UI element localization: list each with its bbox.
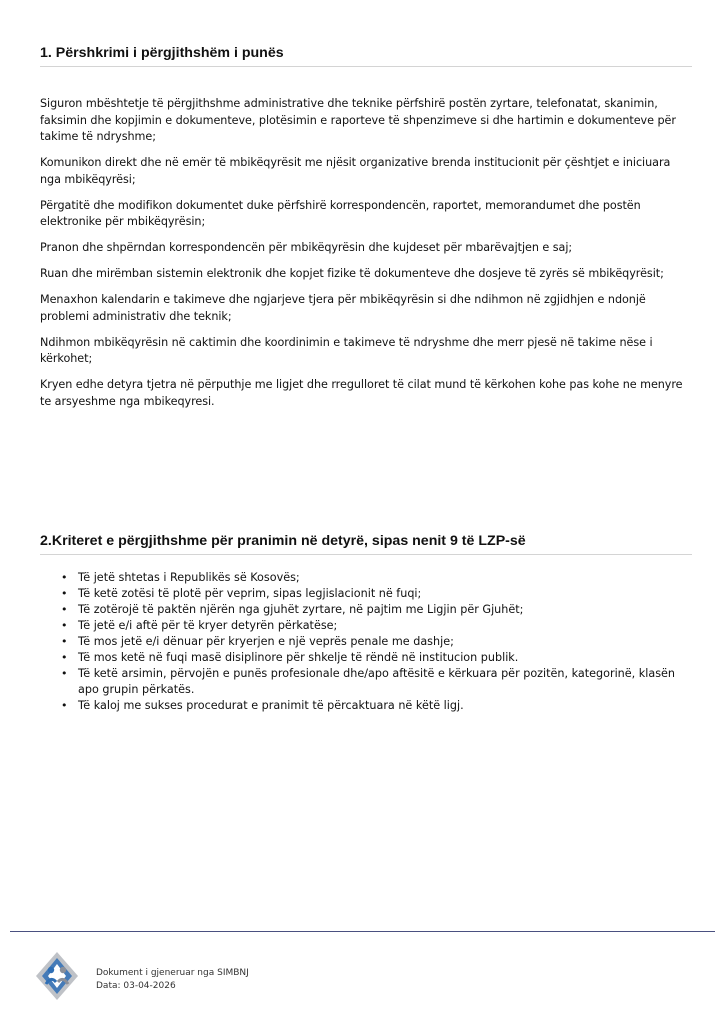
footer-text [96, 967, 249, 992]
footer-divider [10, 931, 715, 932]
footer-generated-by: Dokument i gjeneruar nga SIMBNJ [96, 968, 249, 978]
section-title-job-description: 1. Përshkrimi i përgjithshëm i punës [40, 45, 284, 61]
section-job-description [40, 45, 690, 420]
simbnj-logo-icon [34, 950, 80, 1002]
criteria-list-item: • Të kaloj me sukses procedurat e pranimit të përcaktuara në këtë ligj. [40, 698, 690, 714]
job-description-paragraph: Komunikon direkt dhe në emër të mbikëqyrësit me njësit organizative brenda institucionit për çështjet e iniciuara nga mbikëqyrësi; [40, 156, 671, 186]
criteria-list-item: • Të mos jetë e/i dënuar për kryerjen e një veprës penale me dashje; [40, 634, 690, 650]
criteria-list [40, 570, 690, 714]
footer-date: Data: 03-04-2026 [96, 980, 176, 991]
job-description-paragraph: Pranon dhe shpërndan korrespondencën për mbikëqyrësin dhe kujdeset për mbarëvajtjen e saj; [40, 241, 573, 254]
footer [34, 950, 334, 1006]
criteria-list-item: • Të mos ketë në fuqi masë disiplinore për shkelje të rëndë në institucion publik. [40, 650, 690, 666]
job-description-paragraphs [40, 96, 690, 410]
criteria-list-item: • Të ketë zotësi të plotë për veprim, sipas legjislacionit në fuqi; [40, 586, 690, 602]
section-criteria [40, 533, 690, 714]
criteria-list-item: • Të ketë arsimin, përvojën e punës profesionale dhe/apo aftësitë e kërkuara për pozitën, kategorinë, klasën apo grupin përkatës. [40, 666, 690, 698]
criteria-list-item: • Të jetë shtetas i Republikës së Kosovës; [40, 570, 690, 586]
job-description-paragraph: Siguron mbështetje të përgjithshme administrative dhe teknike përfshirë postën zyrtare, telefonatat, skanimin, faksimin dhe kopjimin e dokumenteve, plotësimin e raporteve të shpenzimeve si dhe hartimin e dokumenteve për takime të ndryshme; [40, 97, 676, 143]
job-description-paragraph: Përgatitë dhe modifikon dokumentet duke përfshirë korrespondencën, raportet, memorandumet dhe postën elektronike për mbikëqyrësin; [40, 198, 641, 228]
job-description-paragraph: Menaxhon kalendarin e takimeve dhe ngjarjeve tjera për mbikëqyrësin si dhe ndihmon në zgjidhjen e ndonjë problemi administrativ dhe teknik; [40, 293, 646, 323]
job-description-paragraph: Ruan dhe mirëmban sistemin elektronik dhe kopjet fizike të dokumenteve dhe dosjeve të zyrës së mbikëqyrësit; [40, 267, 664, 280]
job-description-paragraph: Ndihmon mbikëqyrësin në caktimin dhe koordinimin e takimeve të ndryshme dhe merr pjesë në takime nëse i kërkohet; [40, 335, 653, 365]
criteria-list-item: • Të jetë e/i aftë për të kryer detyrën përkatëse; [40, 618, 690, 634]
job-description-paragraph: Kryen edhe detyra tjetra në përputhje me ligjet dhe rregulloret të cilat mund të kërkohen kohe pas kohe ne menyre te arsyeshme nga mbikeqyresi. [40, 378, 683, 408]
criteria-list-item: • Të zotërojë të paktën njërën nga gjuhët zyrtare, në pajtim me Ligjin për Gjuhët; [40, 602, 690, 618]
section-title-criteria: 2.Kriteret e përgjithshme për pranimin në detyrë, sipas nenit 9 të LZP-së [40, 533, 526, 549]
